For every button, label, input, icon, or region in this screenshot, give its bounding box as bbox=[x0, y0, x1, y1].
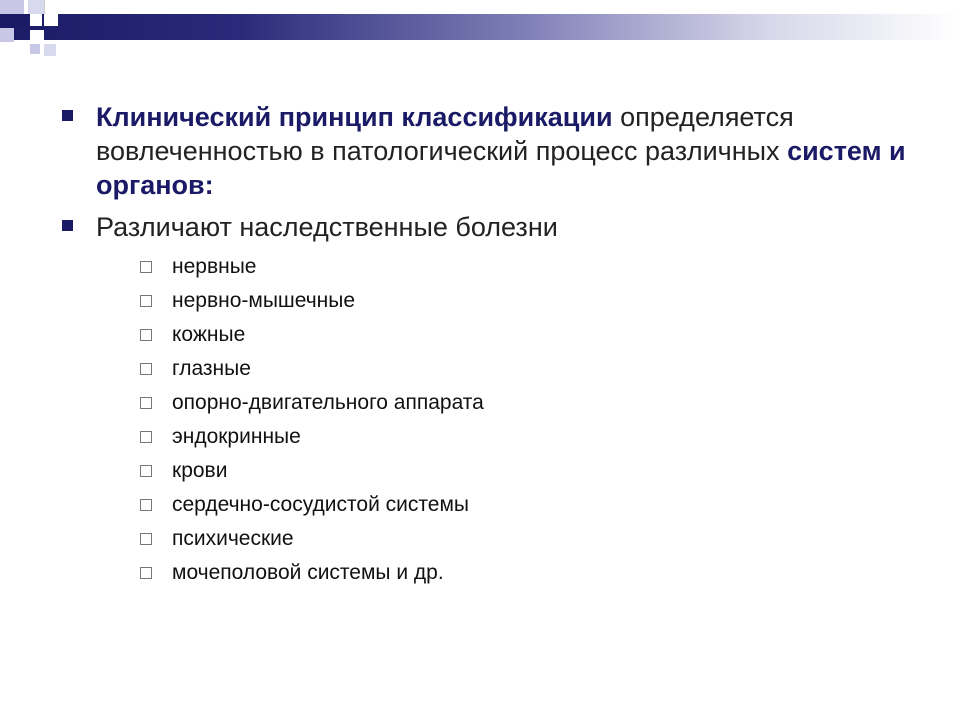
hollow-square-bullet-icon bbox=[140, 431, 152, 443]
bullet-bold-lead: Клинический принцип классификации bbox=[96, 102, 613, 132]
decor-square bbox=[30, 30, 44, 42]
decor-square bbox=[44, 0, 59, 14]
sub-list-item bbox=[138, 454, 920, 488]
decor-square bbox=[44, 14, 58, 26]
hollow-square-bullet-icon bbox=[140, 261, 152, 273]
hollow-square-bullet-icon bbox=[140, 567, 152, 579]
bullet-item-hereditary-diseases bbox=[60, 210, 920, 590]
sub-list-item-label: эндокринные bbox=[172, 425, 301, 448]
sub-list-item bbox=[138, 250, 920, 284]
sub-list-item-label: психические bbox=[172, 527, 294, 550]
sub-list-item-label: опорно-двигательного аппарата bbox=[172, 391, 484, 414]
sub-list-item bbox=[138, 556, 920, 590]
sub-list-item bbox=[138, 488, 920, 522]
hollow-square-bullet-icon bbox=[140, 329, 152, 341]
decor-square bbox=[30, 14, 42, 26]
bullet-text: Различают наследственные болезни bbox=[96, 212, 558, 242]
square-bullet-icon bbox=[62, 110, 73, 121]
decor-square bbox=[30, 44, 40, 54]
slide-content bbox=[60, 100, 920, 598]
bullet-bold-tail: систем и органов: bbox=[96, 136, 906, 200]
bullet-text bbox=[96, 100, 920, 202]
hollow-square-bullet-icon bbox=[140, 295, 152, 307]
decor-square bbox=[0, 28, 14, 42]
decor-square bbox=[0, 0, 24, 14]
bullet-body: определяется вовлеченностью в патологический процесс различных bbox=[96, 102, 794, 166]
sub-list-item-label: крови bbox=[172, 459, 228, 482]
sub-list-item-label: мочеполовой системы и др. bbox=[172, 561, 444, 584]
decor-square bbox=[14, 14, 28, 28]
hollow-square-bullet-icon bbox=[140, 465, 152, 477]
sub-list-item-label: сердечно-сосудистой системы bbox=[172, 493, 469, 516]
sub-list-item-label: нервно-мышечные bbox=[172, 289, 356, 312]
sub-list-item bbox=[138, 386, 920, 420]
hollow-square-bullet-icon bbox=[140, 397, 152, 409]
hollow-square-bullet-icon bbox=[140, 499, 152, 511]
bullet-item-classification bbox=[60, 100, 920, 202]
sub-list-item-label: кожные bbox=[172, 323, 246, 346]
hollow-square-bullet-icon bbox=[140, 363, 152, 375]
sub-list-item bbox=[138, 352, 920, 386]
sub-list-item-label: нервные bbox=[172, 255, 257, 278]
decor-square bbox=[28, 0, 44, 14]
sub-bullet-list bbox=[138, 250, 920, 590]
hollow-square-bullet-icon bbox=[140, 533, 152, 545]
square-bullet-icon bbox=[62, 220, 73, 231]
sub-list-item bbox=[138, 522, 920, 556]
sub-list-item bbox=[138, 420, 920, 454]
sub-list-item bbox=[138, 284, 920, 318]
header-gradient-bar bbox=[0, 14, 960, 40]
decor-square bbox=[44, 44, 56, 56]
sub-list-item bbox=[138, 318, 920, 352]
sub-list-item-label: глазные bbox=[172, 357, 251, 380]
